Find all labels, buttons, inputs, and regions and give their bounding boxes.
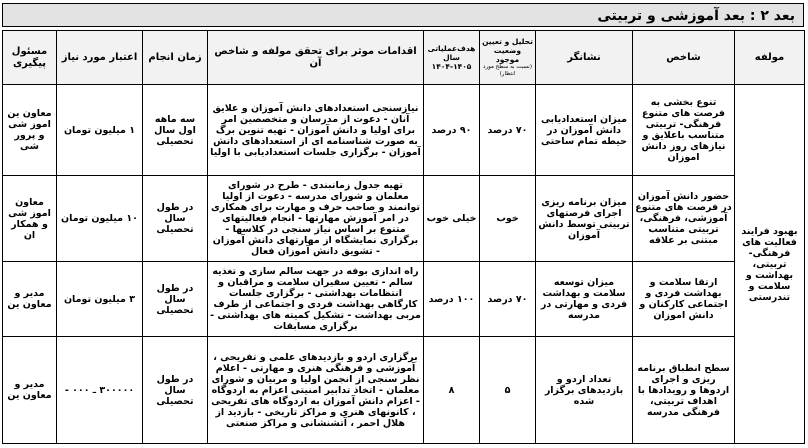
table-row [3, 337, 805, 444]
indicator-cell: حضور دانش آموزان در فرصت های متنوع آموزشی، فرهنگی، تربیتی متناسب مبتنی بر علاقه [633, 176, 735, 262]
responsible-cell: معاون ین اموز شی و پرور شی [3, 85, 57, 176]
action-plan-table [2, 30, 805, 444]
status-cell: ۷۰ درصد [480, 262, 536, 337]
header-status-label: تحلیل و تعیین وضعیت موجود [482, 37, 533, 64]
header-component: مولفه [735, 31, 805, 85]
table-row [3, 262, 805, 337]
table-row [3, 85, 805, 176]
indicator-cell: سطح انطباق برنامه ریزی و اجرای اردوها و رویدادها با اهداف تربیتی، فرهنگی مدرسه [633, 337, 735, 444]
marker-cell: میزان برنامه ریزی اجرای فرصتهای تربیتی توسط دانش آموزان [536, 176, 633, 262]
status-cell: خوب [480, 176, 536, 262]
header-actions: اقدامات موثر برای تحقق مولفه و شاخص آن [208, 31, 424, 85]
header-row [3, 31, 805, 85]
indicator-cell: تنوع بخشی به فرصت های متنوع فرهنگی- تربیتی متناسب باعلایق و نیازهای روز دانش اموزان [633, 85, 735, 176]
actions-cell: راه اندازی بوفه در جهت سالم سازی و تغذیه سالم - تعیین سفیران سلامت و مراقبان و انتظامات بهداشتی - برگزاری جلسات کارگاهی بهداشت فردی و اجتماعی از طرف مربی بهداشت - تشکیل کمیته های بهداشتی - برگزاری مسابقات [208, 262, 424, 337]
marker-cell: میزان توسعه سلامت و بهداشت فردی و مهارتی در مدرسه [536, 262, 633, 337]
header-indicator: شاخص [633, 31, 735, 85]
header-responsible: مسئول پیگیری [3, 31, 57, 85]
actions-cell: تهیه جدول زمانبندی - طرح در شورای معلمان و شورای مدرسه - دعوت از اولیا توانمند و صاحب حرف و مهارت برای همکاری در امر آموزش مهارتها - انجام فعالیتهای متنوع بر اساس نیاز سنجی در کلاسها - برگزاری نمایشگاه از مهارتهای دانش آموزان - تشویق دانش آموزان فعال [208, 176, 424, 262]
section-title: بعد ۲ : بعد آموزشی و تربیتی [2, 3, 804, 27]
status-cell: ۵ [480, 337, 536, 444]
target-cell: ۸ [424, 337, 480, 444]
responsible-cell: مدیر و معاون ین [3, 262, 57, 337]
budget-cell: ۱۰ میلیون تومان [57, 176, 143, 262]
budget-cell: ۳۰۰۰۰۰ ـ ۰۰۰ - [57, 337, 143, 444]
time-cell: در طول سال تحصیلی [143, 337, 208, 444]
header-target: هدف‌عملیاتی سال ۱۴۰۵-۱۴۰۴ [424, 31, 480, 85]
budget-cell: ۱ میلیون تومان [57, 85, 143, 176]
target-cell: ۹۰ درصد [424, 85, 480, 176]
marker-cell: میزان استعدادیابی دانش آموزان در حیطه تمام ساحتی [536, 85, 633, 176]
actions-cell: برگزاری اردو و بازدیدهای علمی و تفریحی ، آموزشی و فرهنگی هنری و مهارتی - اعلام نظر سنجی از انجمن اولیا و مربیان و شورای معلمان - اتخاذ تدابیر امنیتی اعزام به اردوگاه - اعزام دانش آموزان به اردوگاه های تفریحی ، کانونهای هنری و مراکز تاریخی - بازدید از هلال احمر ، آتشنشانی و مراکز صنعتی [208, 337, 424, 444]
time-cell: در طول سال تحصیلی [143, 262, 208, 337]
marker-cell: تعداد اردو و بازدیدهای برگزار شده [536, 337, 633, 444]
header-status-sub: (نسبت به سطح مورد انتظار) [483, 64, 532, 77]
header-status [480, 31, 536, 85]
header-marker: نشانگر [536, 31, 633, 85]
budget-cell: ۳ میلیون تومان [57, 262, 143, 337]
time-cell: در طول سال تحصیلی [143, 176, 208, 262]
table-row [3, 176, 805, 262]
responsible-cell: مدیر و معاون ین [3, 337, 57, 444]
responsible-cell: معاون اموز شی و همکار ان [3, 176, 57, 262]
actions-cell: نیازسنجی استعدادهای دانش آموزان و علایق آنان - دعوت از مدرسان و متخصصین امر برای اولیا و دانش آموزان - تهیه تنوین برگ به صورت شناسنامه ای از استعدادهای دانش آموزان - برگزاری جلسات استعدادیابی با اولیا [208, 85, 424, 176]
header-budget: اعتبار مورد نیاز [57, 31, 143, 85]
time-cell: سه ماهه اول سال تحصیلی [143, 85, 208, 176]
target-cell: خیلی خوب [424, 176, 480, 262]
indicator-cell: ارتقا سلامت و بهداشت فردی و اجتماعی کارکنان و دانش اموزان [633, 262, 735, 337]
target-cell: ۱۰۰ درصد [424, 262, 480, 337]
status-cell: ۷۰ درصد [480, 85, 536, 176]
component-cell: بهبود فرایند فعالیت های فرهنگی- تربیتی، بهداشت و سلامت و تندرستی [735, 85, 805, 444]
header-time: زمان انجام [143, 31, 208, 85]
